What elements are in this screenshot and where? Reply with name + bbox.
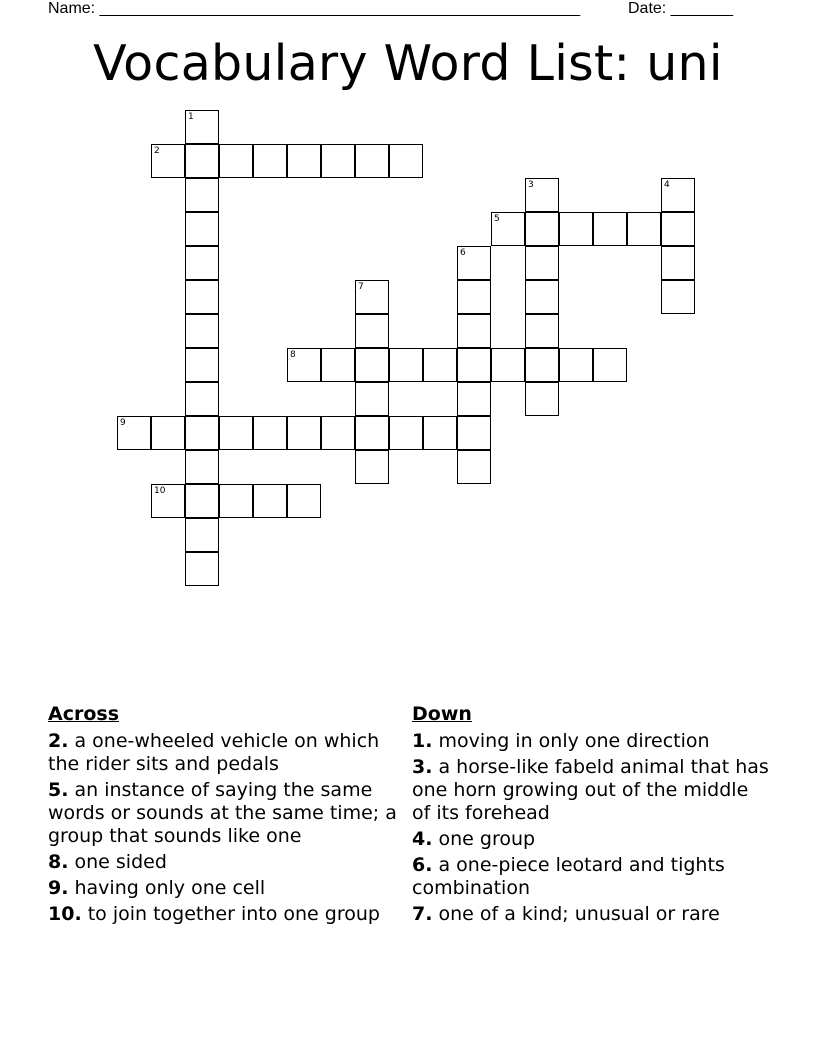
clue-text: one of a kind; unusual or rare <box>432 903 720 925</box>
crossword-cell[interactable] <box>525 382 559 416</box>
crossword-cell[interactable] <box>525 178 559 212</box>
clue-number: 9. <box>48 877 69 899</box>
across-clue <box>48 730 410 776</box>
cell-clue-number: 6 <box>460 248 466 258</box>
crossword-cell[interactable] <box>287 348 321 382</box>
crossword-cell[interactable] <box>185 110 219 144</box>
down-clue <box>412 730 772 753</box>
cell-clue-number: 3 <box>528 180 534 190</box>
across-clue <box>48 779 410 848</box>
crossword-cell[interactable] <box>219 144 253 178</box>
crossword-cell[interactable] <box>185 280 219 314</box>
crossword-cell[interactable] <box>287 144 321 178</box>
clue-number: 10. <box>48 903 82 925</box>
crossword-cell[interactable] <box>185 212 219 246</box>
crossword-cell[interactable] <box>185 246 219 280</box>
crossword-cell[interactable] <box>355 144 389 178</box>
name-field-label[interactable]: Name: ______________________________________________________ <box>48 0 581 17</box>
cell-clue-number: 2 <box>154 146 160 156</box>
clue-number: 4. <box>412 828 433 850</box>
crossword-cell[interactable] <box>185 144 219 178</box>
crossword-cell[interactable] <box>389 348 423 382</box>
crossword-cell[interactable] <box>423 348 457 382</box>
cell-clue-number: 8 <box>290 350 296 360</box>
cell-clue-number: 10 <box>154 486 166 496</box>
clue-text: a one-piece leotard and tights combination <box>412 854 725 899</box>
crossword-cell[interactable] <box>627 212 661 246</box>
crossword-cell[interactable] <box>491 212 525 246</box>
crossword-cell[interactable] <box>423 416 457 450</box>
down-clues <box>412 702 772 929</box>
crossword-cell[interactable] <box>321 348 355 382</box>
crossword-cell[interactable] <box>185 314 219 348</box>
crossword-cell[interactable] <box>151 484 185 518</box>
crossword-cell[interactable] <box>151 416 185 450</box>
clue-text: a one-wheeled vehicle on which the rider sits and pedals <box>48 730 380 775</box>
crossword-cell[interactable] <box>457 246 491 280</box>
crossword-cell[interactable] <box>661 212 695 246</box>
crossword-cell[interactable] <box>321 144 355 178</box>
crossword-cell[interactable] <box>457 450 491 484</box>
crossword-cell[interactable] <box>389 144 423 178</box>
clue-number: 6. <box>412 854 433 876</box>
cell-clue-number: 4 <box>664 180 670 190</box>
crossword-cell[interactable] <box>185 178 219 212</box>
cell-clue-number: 1 <box>188 112 194 122</box>
clue-text: an instance of saying the same words or sounds at the same time; a group that sounds like one <box>48 779 397 847</box>
crossword-cell[interactable] <box>185 382 219 416</box>
clue-number: 2. <box>48 730 69 752</box>
clue-text: moving in only one direction <box>432 730 710 752</box>
crossword-cell[interactable] <box>457 348 491 382</box>
across-clue <box>48 903 410 926</box>
crossword-cell[interactable] <box>525 212 559 246</box>
crossword-cell[interactable] <box>253 144 287 178</box>
down-clue <box>412 828 772 851</box>
across-clue <box>48 877 410 900</box>
crossword-cell[interactable] <box>355 280 389 314</box>
clue-text: one group <box>432 828 536 850</box>
crossword-cell[interactable] <box>287 484 321 518</box>
crossword-cell[interactable] <box>117 416 151 450</box>
crossword-cell[interactable] <box>559 348 593 382</box>
crossword-cell[interactable] <box>355 382 389 416</box>
crossword-cell[interactable] <box>661 178 695 212</box>
clue-text: to join together into one group <box>81 903 380 925</box>
crossword-cell[interactable] <box>661 280 695 314</box>
across-clue <box>48 851 410 874</box>
down-clue <box>412 854 772 900</box>
clue-text: a horse-like fabeld animal that has one horn growing out of the middle of its forehead <box>412 756 769 824</box>
crossword-cell[interactable] <box>185 552 219 586</box>
crossword-cell[interactable] <box>525 280 559 314</box>
crossword-cell[interactable] <box>185 450 219 484</box>
down-clue <box>412 756 772 825</box>
crossword-cell[interactable] <box>457 280 491 314</box>
crossword-cell[interactable] <box>321 416 355 450</box>
clue-number: 3. <box>412 756 433 778</box>
crossword-cell[interactable] <box>389 416 423 450</box>
crossword-cell[interactable] <box>525 348 559 382</box>
crossword-cell[interactable] <box>185 348 219 382</box>
crossword-cell[interactable] <box>253 484 287 518</box>
down-heading: Down <box>412 703 472 725</box>
cell-clue-number: 7 <box>358 282 364 292</box>
crossword-cell[interactable] <box>185 518 219 552</box>
crossword-cell[interactable] <box>355 348 389 382</box>
clue-text: having only one cell <box>68 877 266 899</box>
crossword-cell[interactable] <box>457 314 491 348</box>
across-heading: Across <box>48 703 120 725</box>
crossword-cell[interactable] <box>219 416 253 450</box>
across-clues <box>48 702 410 929</box>
crossword-cell[interactable] <box>457 416 491 450</box>
clue-number: 8. <box>48 851 69 873</box>
crossword-cell[interactable] <box>185 416 219 450</box>
clue-number: 7. <box>412 903 433 925</box>
date-field-label[interactable]: Date: _______ <box>628 0 733 17</box>
crossword-cell[interactable] <box>457 382 491 416</box>
crossword-cell[interactable] <box>219 484 253 518</box>
cell-clue-number: 5 <box>494 214 500 224</box>
crossword-cell[interactable] <box>355 416 389 450</box>
crossword-cell[interactable] <box>559 212 593 246</box>
crossword-cell[interactable] <box>185 484 219 518</box>
crossword-cell[interactable] <box>593 348 627 382</box>
clue-number: 5. <box>48 779 69 801</box>
page-title: Vocabulary Word List: uni <box>93 35 723 92</box>
crossword-cell[interactable] <box>525 246 559 280</box>
clue-text: one sided <box>68 851 167 873</box>
crossword-cell[interactable] <box>151 144 185 178</box>
crossword-cell[interactable] <box>593 212 627 246</box>
clue-number: 1. <box>412 730 433 752</box>
down-clue <box>412 903 772 926</box>
crossword-cell[interactable] <box>491 348 525 382</box>
crossword-cell[interactable] <box>287 416 321 450</box>
crossword-cell[interactable] <box>525 314 559 348</box>
cell-clue-number: 9 <box>120 418 126 428</box>
crossword-cell[interactable] <box>253 416 287 450</box>
crossword-cell[interactable] <box>355 450 389 484</box>
crossword-cell[interactable] <box>661 246 695 280</box>
crossword-cell[interactable] <box>355 314 389 348</box>
